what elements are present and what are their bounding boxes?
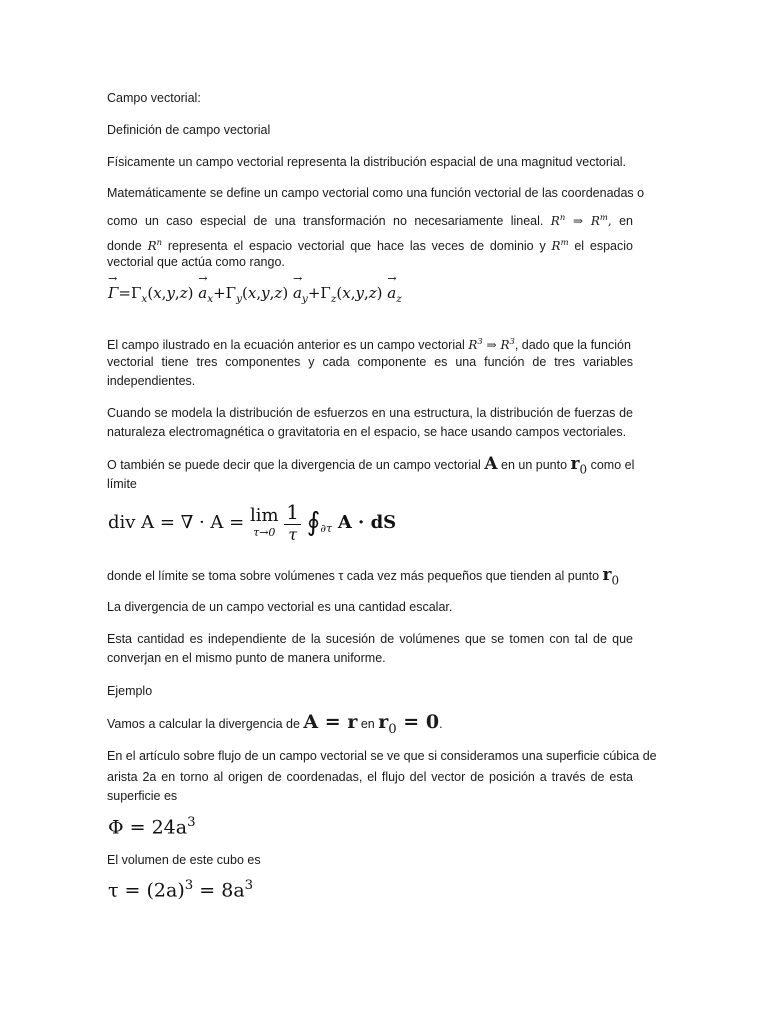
equation-tau: [108, 878, 253, 901]
paragraph-flujo-line2: arista 2a en torno al origen de coordenadas, el flujo del vector de posición a través de esta: [107, 770, 633, 784]
math-rm: [552, 239, 569, 253]
math-n: n: [156, 237, 163, 247]
paragraph-flujo-line3: superficie es: [107, 789, 178, 803]
tau-rhs-exponent: 3: [244, 878, 254, 893]
text: .: [439, 717, 443, 731]
math-n: n: [559, 212, 566, 222]
comma: ,: [607, 214, 612, 228]
fraction-num: 1: [286, 500, 300, 524]
math-a-equals-r: A = r: [303, 711, 358, 733]
paragraph-limite: [107, 565, 619, 590]
heading-ejemplo: Ejemplo: [107, 684, 153, 698]
paragraph-calcular: [107, 712, 443, 740]
tau-exponent: 3: [184, 878, 194, 893]
text: en: [360, 717, 375, 731]
lim-sub: τ→0: [253, 525, 276, 539]
math-m: m: [599, 212, 608, 222]
text: representa el espacio vectorial que hace las veces de dominio y: [167, 239, 546, 253]
math-a: A: [484, 454, 498, 474]
integral-domain: ∂τ: [320, 522, 333, 536]
math-0: 0: [388, 721, 397, 737]
text: el espacio: [574, 239, 633, 253]
text: como un caso especial de una transformación no necesariamente lineal.: [107, 214, 544, 228]
div-rhs: A · dS: [337, 512, 397, 533]
paragraph-ilustrado-line2: vectorial tiene tres componentes y cada componente es una función de tres variables: [107, 355, 633, 369]
paragraph-fisicamente: Físicamente un campo vectorial representa la distribución espacial de una magnitud vectorial.: [107, 155, 627, 169]
math-r0-equals-0: [378, 711, 440, 737]
paragraph-flujo-line1: En el artículo sobre flujo de un campo vectorial se ve que si consideramos una superficie cúbica de: [107, 749, 657, 763]
math-r: R: [500, 338, 510, 352]
math-r: R: [468, 338, 478, 352]
gamma-vector: → Γ: [108, 284, 118, 302]
contour-integral-symbol: ∮: [306, 507, 321, 538]
math-r: r: [378, 711, 389, 733]
math-r: R: [590, 214, 600, 228]
math-r0: [570, 454, 588, 477]
heading-campo-vectorial: Campo vectorial:: [107, 91, 201, 105]
math-r: r: [602, 565, 612, 585]
paragraph-divergencia-line1: [107, 454, 634, 479]
equation-divergence-limit: [108, 500, 396, 545]
lim-label: lim: [249, 504, 279, 526]
tau-rhs: = 8a: [193, 879, 245, 902]
paragraph-escalar: La divergencia de un campo vectorial es una cantidad escalar.: [107, 600, 453, 614]
math-0: 0: [611, 573, 620, 588]
math-r: R: [147, 239, 157, 253]
phi-exponent: 3: [187, 815, 196, 830]
text: en: [619, 214, 633, 228]
paragraph-matematicamente-line2: [107, 207, 633, 231]
text: El campo ilustrado en la ecuación anterior es un campo vectorial: [107, 338, 465, 352]
paragraph-esfuerzos-line2: naturaleza electromagnética o gravitatoria en el espacio, se hace usando campos vectoriales.: [107, 425, 627, 439]
math-m: m: [560, 237, 569, 247]
math-r3-to-r3: [468, 338, 515, 352]
text: donde el límite se toma sobre volúmenes τ cada vez más pequeños que tienden al punto: [107, 569, 600, 583]
paragraph-matematicamente-line4: vectorial que actúa como rango.: [107, 255, 285, 269]
div-lhs: div A = ∇ · A =: [108, 512, 245, 533]
math-r0: [602, 565, 620, 588]
fraction-den: τ: [288, 525, 298, 544]
implies-symbol: ⇒: [573, 214, 584, 228]
math-0: 0: [579, 462, 588, 477]
paragraph-esfuerzos-line1: Cuando se modela la distribución de esfuerzos en una estructura, la distribución de fuerzas de: [107, 406, 633, 420]
paragraph-independiente-line1: Esta cantidad es independiente de la sucesión de volúmenes que se tomen con tal de que: [107, 632, 633, 646]
text: Vamos a calcular la divergencia de: [107, 717, 300, 731]
fraction: [284, 500, 301, 545]
paragraph-matematicamente-line1: Matemáticamente se define un campo vectorial como una función vectorial de las coordenadas o: [107, 186, 645, 200]
equation-phi: [108, 815, 196, 838]
phi-expression: Φ = 24a: [108, 816, 188, 839]
paragraph-independiente-line2: converjan en el mismo punto de manera uniforme.: [107, 651, 386, 665]
heading-definicion: Definición de campo vectorial: [107, 123, 271, 137]
text: como el: [590, 458, 635, 472]
text: en un punto: [501, 458, 568, 472]
math-rn-to-rm: [551, 214, 612, 228]
paragraph-ilustrado-line3: independientes.: [107, 374, 196, 388]
paragraph-divergencia-line2: límite: [107, 477, 137, 491]
math-3: 3: [477, 336, 483, 346]
paragraph-volumen: El volumen de este cubo es: [107, 853, 261, 867]
equation-gamma-field: → $\Gamma=\Gamma_x(x,y,z) \to a_x+\Gamma_y(x,y,z) \to a_y+\Gamma_z(x,y,z) \to a_z$: [108, 284, 402, 305]
limit: [250, 506, 279, 540]
text: donde: [107, 239, 142, 253]
math-r: R: [550, 214, 560, 228]
math-r: r: [570, 454, 580, 474]
math-zero: = 0: [396, 711, 440, 733]
text: O también se puede decir que la divergencia de un campo vectorial: [107, 458, 481, 472]
math-rn: [148, 239, 162, 253]
tau-expression: τ = (2a): [108, 879, 185, 902]
math-r: R: [551, 239, 561, 253]
math-3: 3: [509, 336, 515, 346]
text: , dado que la función: [514, 338, 631, 352]
implies-symbol: ⇒: [486, 338, 497, 352]
